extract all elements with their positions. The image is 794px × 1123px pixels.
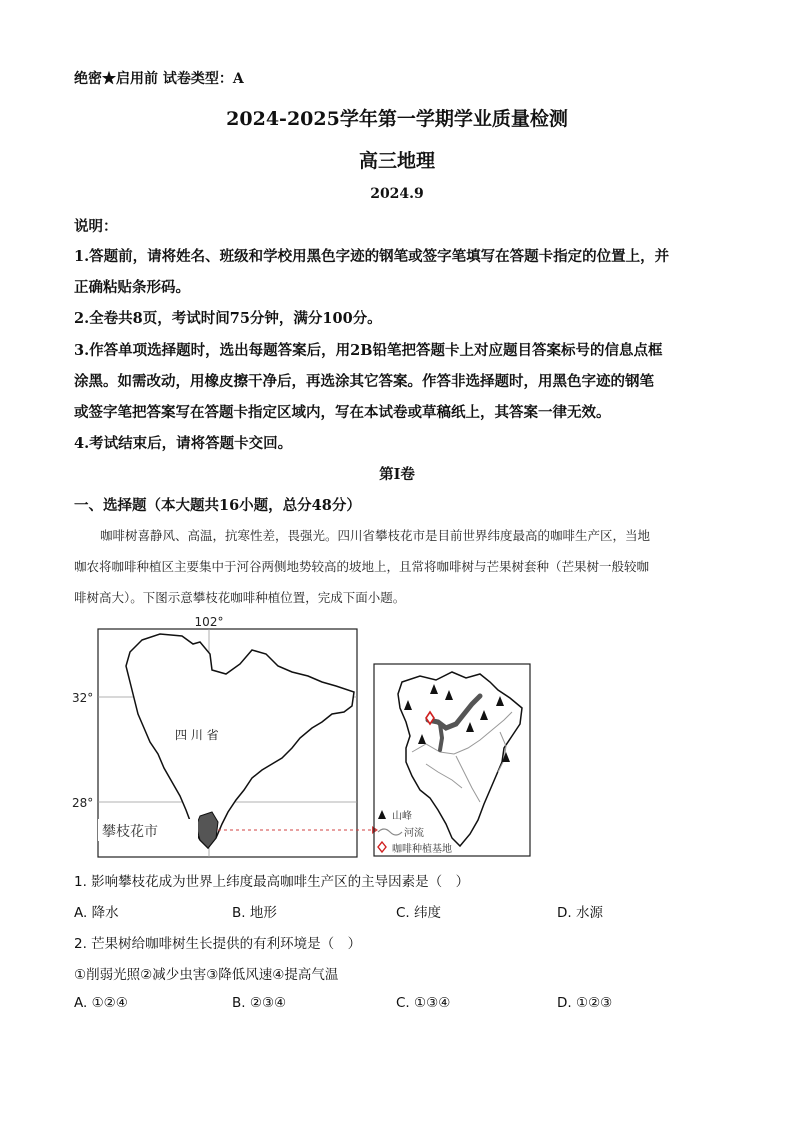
instruction-1-line-2: 正确粘贴条形码。 (74, 279, 190, 296)
q2-option-c[interactable]: C. ①③④ (396, 995, 451, 1011)
q2-option-d[interactable]: D. ①②③ (557, 995, 613, 1011)
secret-label: 绝密★启用前 试卷类型：A (74, 71, 244, 87)
instructions-heading: 说明： (74, 218, 118, 235)
legend-river-label: 河流 (404, 828, 424, 839)
instruction-3-line-1: 3.作答单项选择题时，选出每题答案后，用2B铅笔把答题卡上对应题目答案标号的信息点框 (74, 342, 663, 359)
sichuan-province-outline (126, 634, 354, 848)
q1-option-b[interactable]: B. 地形 (232, 905, 277, 921)
q2-option-b[interactable]: B. ②③④ (232, 995, 287, 1011)
q2-option-a[interactable]: A. ①②④ (74, 995, 128, 1011)
instruction-3-line-3: 或签字笔把答案写在答题卡指定区域内，写在本试卷或草稿纸上，其答案一律无效。 (74, 404, 611, 421)
intro-line-2: 咖农将咖啡种植区主要集中于河谷两侧地势较高的坡地上，且常将咖啡树与芒果树套种（芒果树一般较咖 (74, 559, 650, 574)
lon-label: 102° (194, 615, 224, 629)
exam-date: 2024.9 (370, 186, 424, 202)
section-heading: 一、选择题（本大题共16小题，总分48分） (74, 497, 361, 514)
volume-label: 第Ⅰ卷 (379, 466, 415, 483)
instruction-1-line-1: 1.答题前，请将姓名、班级和学校用黑色字迹的钢笔或签字笔填写在答题卡指定的位置上，并 (74, 248, 670, 265)
legend-peak-icon (378, 810, 386, 819)
city-label: 攀枝花市 (102, 824, 158, 840)
question-2-sub-items: ①削弱光照②减少虫害③降低风速④提高气温 (74, 967, 339, 983)
legend-river-icon (378, 829, 402, 835)
intro-line-3: 啡树高大）。下图示意攀枝花咖啡种植位置，完成下面小题。 (74, 590, 406, 605)
exam-subtitle: 高三地理 (358, 150, 435, 172)
q1-option-c[interactable]: C. 纬度 (396, 905, 442, 921)
instruction-2: 2.全卷共8页，考试时间75分钟，满分100分。 (74, 310, 382, 327)
legend-base-label: 咖啡种植基地 (392, 844, 452, 855)
question-1-stem: 1. 影响攀枝花成为世界上纬度最高咖啡生产区的主导因素是（ ） (74, 874, 470, 890)
instruction-4: 4.考试结束后，请将答题卡交回。 (74, 435, 293, 452)
province-label: 四 川 省 (175, 728, 219, 742)
coffee-location-map (60, 612, 540, 860)
lat28-label: 28° (72, 796, 94, 810)
exam-title: 2024-2025学年第一学期学业质量检测 (226, 108, 568, 130)
q1-option-a[interactable]: A. 降水 (74, 905, 119, 921)
river-branch (440, 724, 442, 750)
instruction-3-line-2: 涂黑。如需改动，用橡皮擦干净后，再选涂其它答案。作答非选择题时，用黑色字迹的钢笔 (74, 373, 654, 390)
intro-line-1: 咖啡树喜静风、高温，抗寒性差，畏强光。四川省攀枝花市是目前世界纬度最高的咖啡生产区，当地 (100, 528, 651, 543)
legend-base-icon (378, 842, 386, 852)
panzhihua-region (196, 812, 218, 848)
q1-option-d[interactable]: D. 水源 (557, 905, 603, 921)
leader-arrow (372, 826, 378, 834)
question-2-stem: 2. 芒果树给咖啡树生长提供的有利环境是（ ） (74, 936, 362, 952)
lat32-label: 32° (72, 691, 94, 705)
legend-peak-label: 山峰 (392, 811, 412, 822)
